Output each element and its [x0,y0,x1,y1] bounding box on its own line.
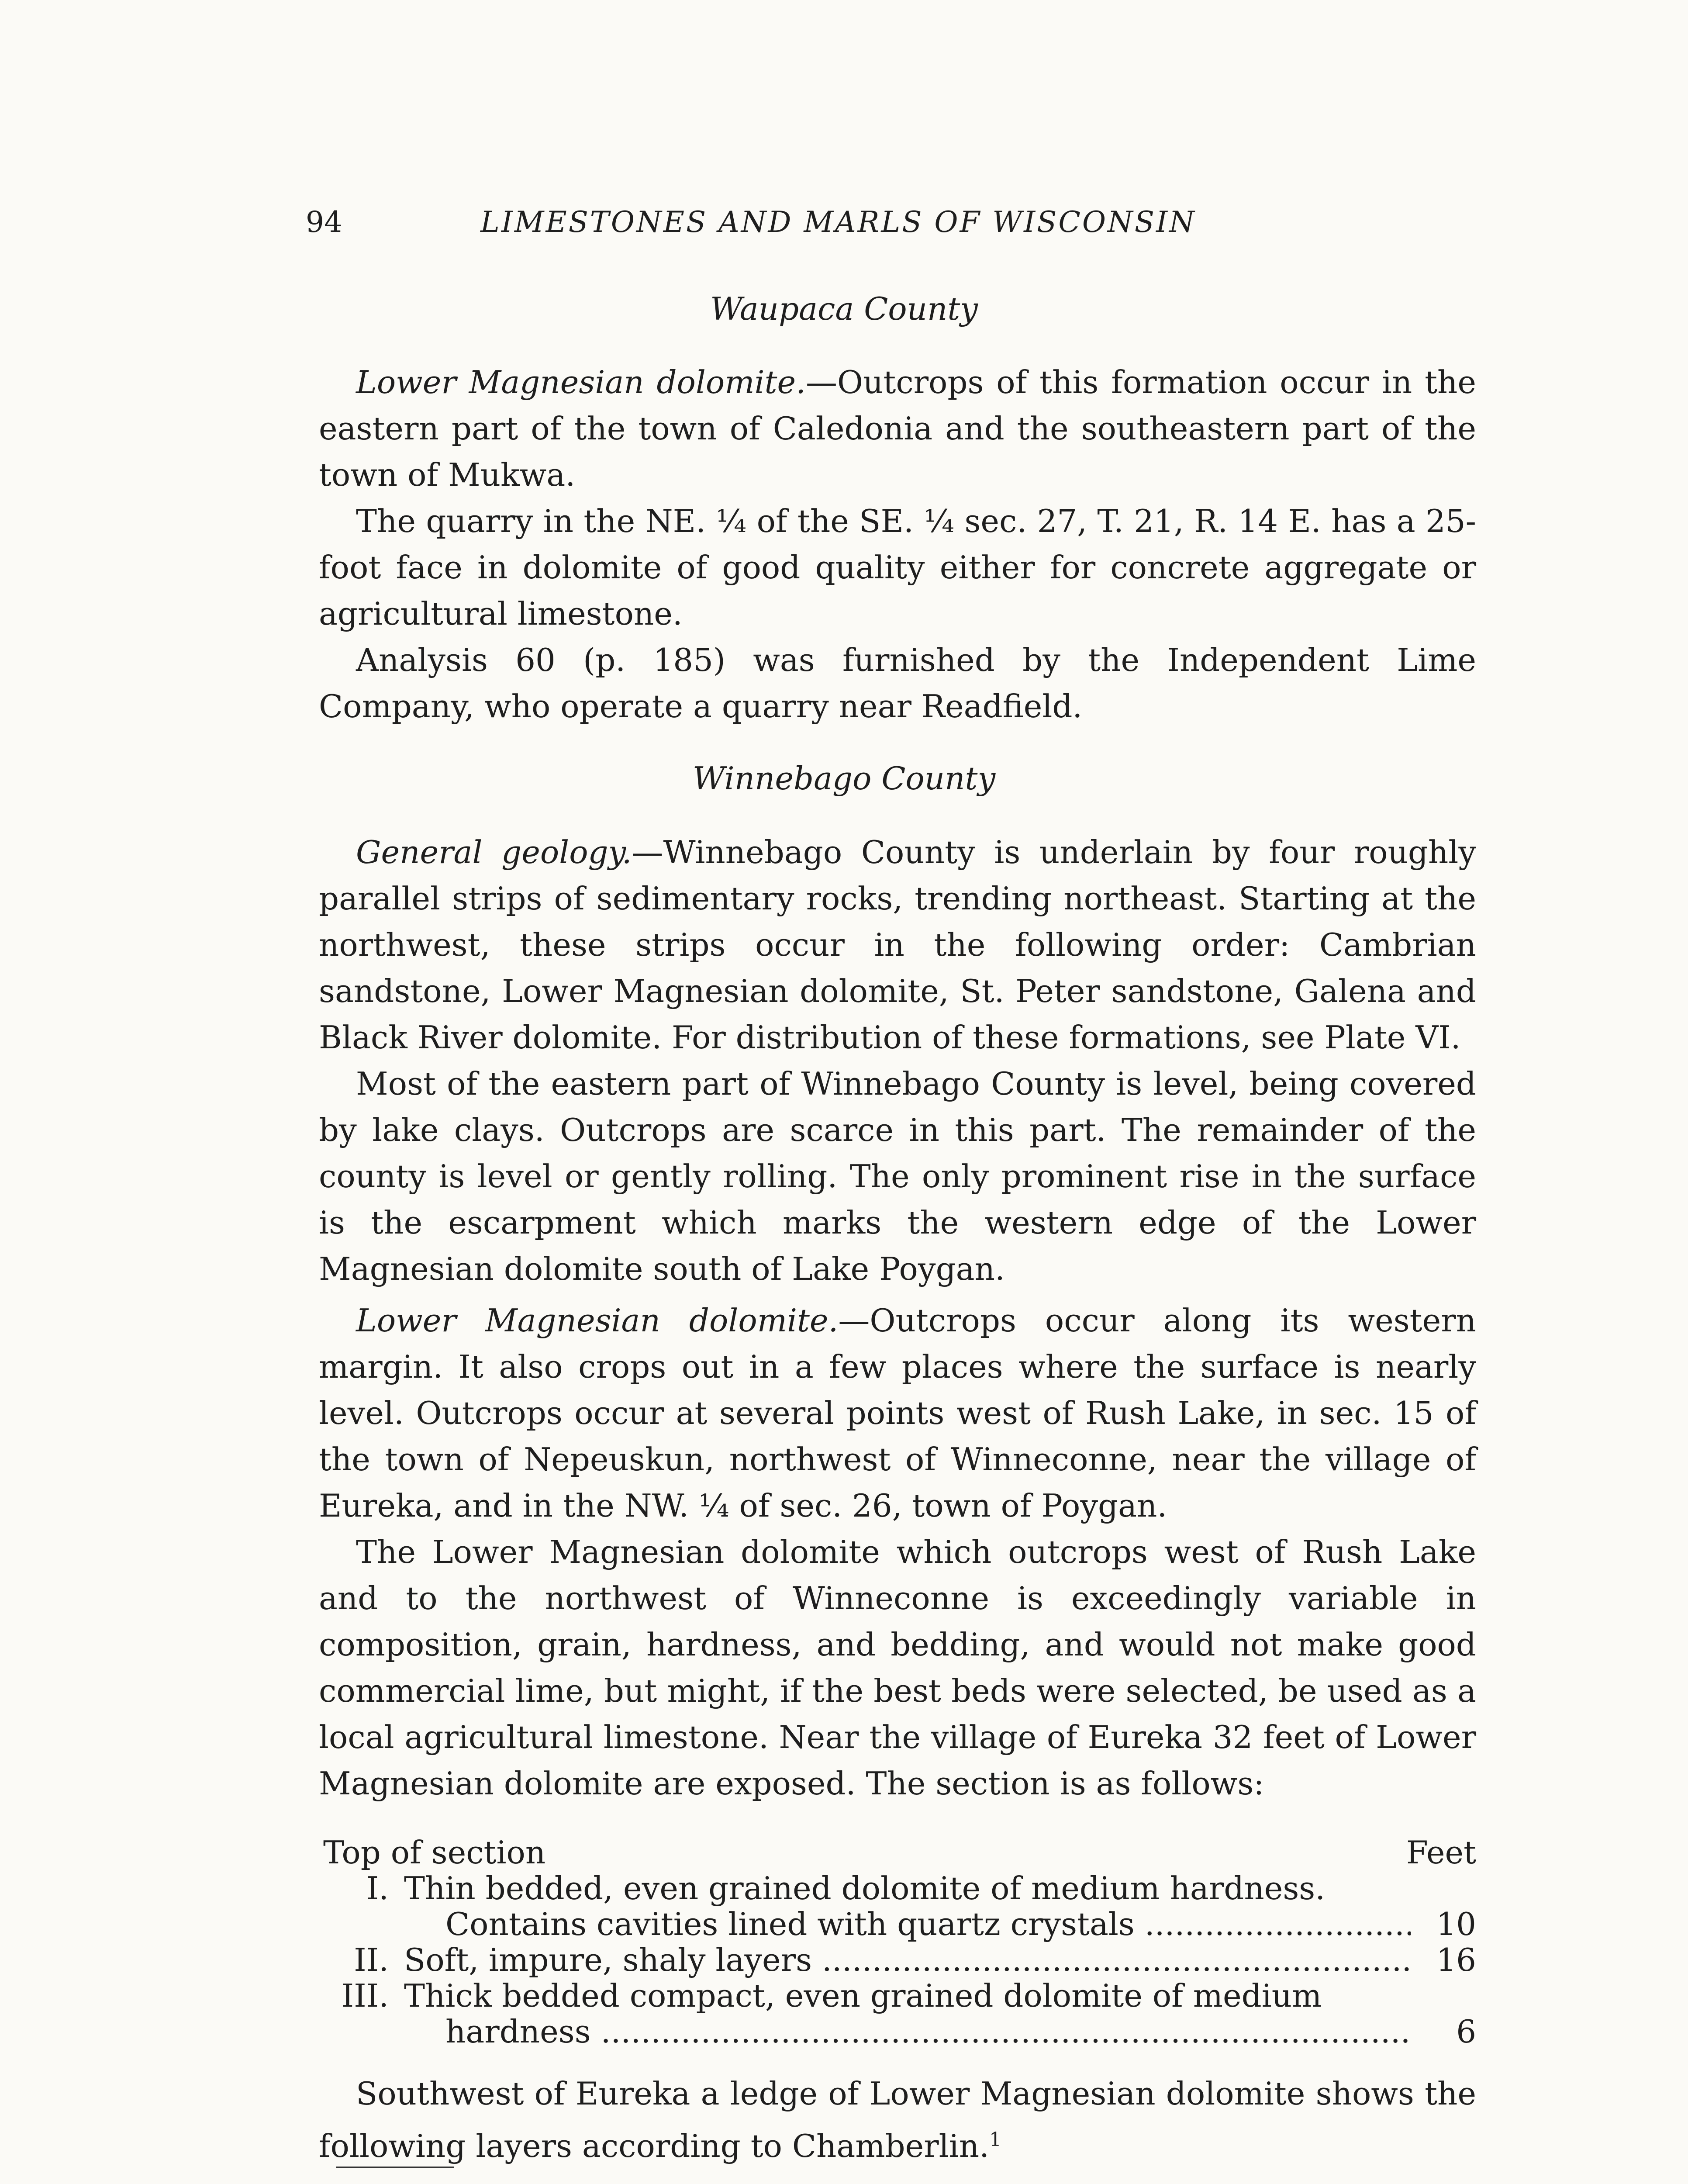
paragraph-text: —Outcrops occur along its western margin. It also crops out in a few places where the surface is nearly level. Outcrops occur at several points west of Rush Lake, in sec. 15 of the town of Nepeuskun, northwest of Winneconne, near the village of Eureka, and in the NW. ¼ of sec. 26, town of Poygan. [319,1302,1476,1524]
paragraph-text: —Winnebago County is underlain by four roughly parallel strips of sedimentary rocks, trending northeast. Starting at the northwest, these strips occur in the following order: Cambrian sandstone, Lower Magnesian dolomite, St. Peter sandstone, Galena and Black River dolomite. For distribution of these formations, see Plate VI. [319,834,1477,1056]
paragraph [319,359,1476,498]
paragraph-lead: Lower Magnesian dolomite. [356,364,806,401]
row-description: Soft, impure, shaly layers ..... [404,1942,1411,1978]
heading-waupaca-county: Waupaca County [710,290,978,327]
row-description: Thick bedded compact, even grained dolomite of medium [404,1978,1322,2014]
winnebago-section [319,829,1476,1807]
paragraph [319,829,1476,1061]
row-description-continued: Contains cavities lined with quartz crystals ..... [445,1906,1411,1942]
paragraph: The Lower Magnesian dolomite which outcrops west of Rush Lake and to the northwest of Winneconne is exceedingly variable in composition, grain, hardness, and bedding, and would not make good commercial lime, but might, if the best beds were selected, be used as a local agricultural limestone. Near the village of Eureka 32 feet of Lower Magnesian dolomite are exposed. The section is as follows: [319,1534,1476,1802]
table-caption-row [323,1835,1476,1870]
paragraph [319,2070,1476,2169]
table-row [323,1870,1476,1906]
row-thickness: 6 [1456,2013,1476,2050]
paragraph-text: —Outcrops of this formation occur in the eastern part of the town of Caledonia and the southeastern part of the town of Mukwa. [319,364,1476,493]
closing-section [319,2070,1476,2169]
paragraph-lead: General geology. [356,834,632,871]
footnote-reference: 1 [989,2129,1001,2151]
row-thickness: 16 [1436,1942,1476,1978]
row-number: I. [366,1870,389,1907]
table-row [323,1942,1476,1978]
table-row-continuation [323,2014,1476,2049]
heading-winnebago-county: Winnebago County [692,760,996,797]
table-row-continuation [323,1906,1476,1942]
paragraph: Analysis 60 (p. 185) was furnished by the Independent Lime Company, who operate a quarry near Readfield. [319,642,1476,725]
paragraph [319,1297,1476,1529]
paragraph: The quarry in the NE. ¼ of the SE. ¼ sec. 27, T. 21, R. 14 E. has a 25-foot face in dolomite of good quality either for concrete aggregate or agricultural limestone. [319,503,1476,632]
footnote-divider [336,2167,454,2168]
row-description-continued: hardness ..... [445,2014,1411,2049]
table-row [323,1978,1476,2014]
paragraph-lead: Lower Magnesian dolomite. [356,1302,839,1339]
row-description: Thin bedded, even grained dolomite of medium hardness. [404,1870,1326,1906]
row-number: II. [354,1942,389,1978]
page-number: 94 [306,205,342,239]
running-header [306,205,1267,253]
running-title: LIMESTONES AND MARLS OF WISCONSIN [480,205,1196,239]
paragraph-text: Southwest of Eureka a ledge of Lower Magnesian dolomite shows the following layers according to Chamberlin. [319,2075,1476,2164]
row-thickness: 10 [1436,1906,1476,1942]
table-unit-label: Feet [1406,1834,1476,1871]
waupaca-section [319,359,1476,729]
paragraph: Most of the eastern part of Winnebago County is level, being covered by lake clays. Outcrops are scarce in this part. The remainder of the county is level or gently rolling. The only prominent rise in the surface is the escarpment which marks the western edge of the Lower Magnesian dolomite south of Lake Poygan. [319,1065,1476,1287]
section-table [323,1835,1476,2049]
table-caption: Top of section [323,1834,546,1871]
row-number: III. [341,1977,389,2014]
